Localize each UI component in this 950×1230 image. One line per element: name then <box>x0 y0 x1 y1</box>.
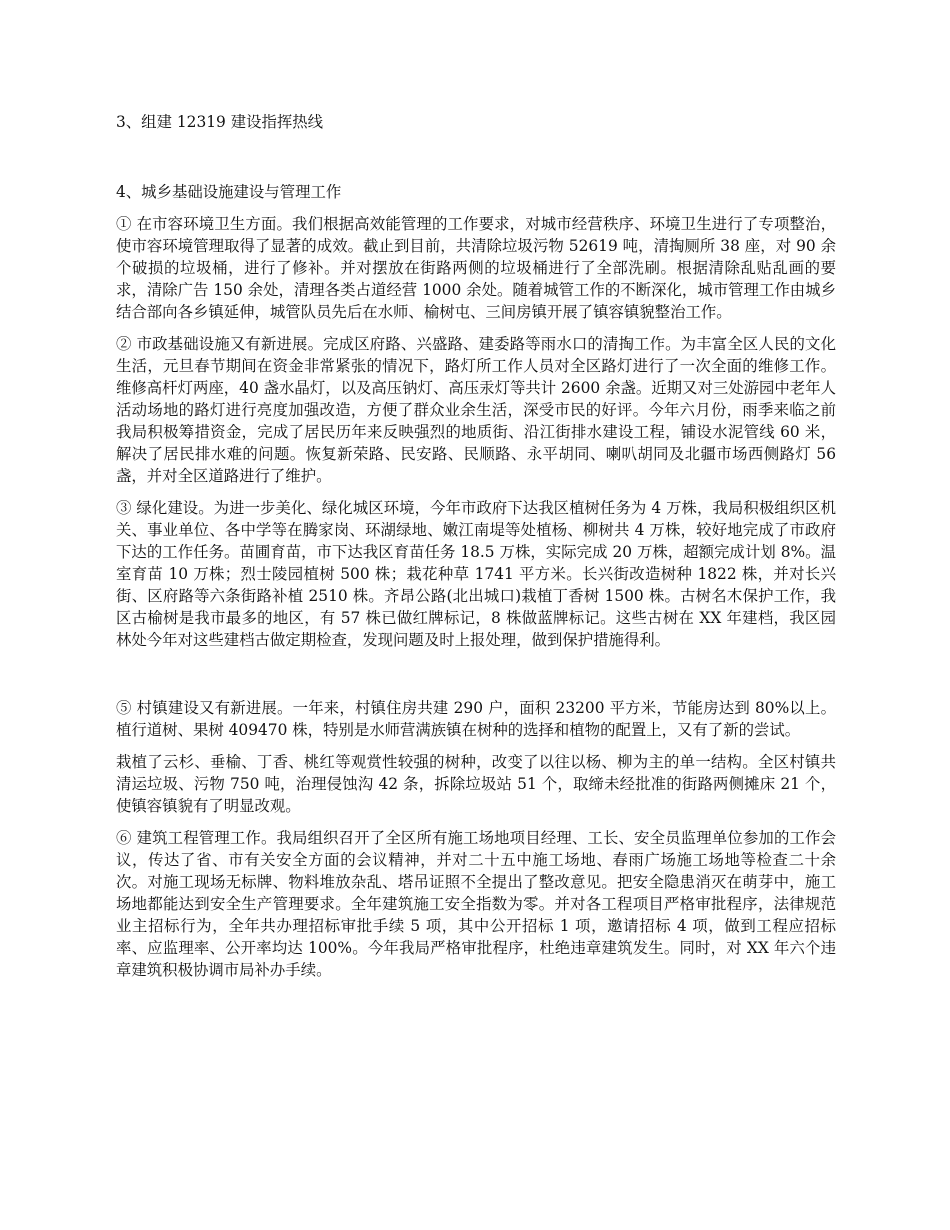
paragraph-municipal-infrastructure: ② 市政基础设施又有新进展。完成区府路、兴盛路、建委路等雨水口的清掏工作。为丰富全区人民的文化生活，元旦春节期间在资金非常紧张的情况下，路灯所工作人员对全区路灯进行了一次全面的维修工作。维修高杆灯两座，40 盏水晶灯，以及高压钠灯、高压汞灯等共计 2600 余盏。近期又对三处游园中老年人活动场地的路灯进行亮度加强改造，方便了群众业余生活，深受市民的好评。今年六月份，雨季来临之前我局积极筹措资金，完成了居民历年来反映强烈的地质街、沿江街排水建设工程，铺设水泥管线 60 米，解决了居民排水难的问题。恢复新荣路、民安路、民顺路、永平胡同、喇叭胡同及北疆市场西侧路灯 56 盏，并对全区道路进行了维护。 <box>116 335 836 485</box>
paragraph-village-construction: ⑤ 村镇建设又有新进展。一年来，村镇住房共建 290 户，面积 23200 平方米，节能房达到 80%以上。植行道树、果树 409470 株，特别是水师营满族镇在树种的选择和植物的配置上，又有了新的尝试。 <box>116 699 836 739</box>
document-page <box>116 111 836 991</box>
section-heading-3: 3、组建 12319 建设指挥热线 <box>116 113 324 131</box>
paragraph-village-construction-continued: 栽植了云杉、垂榆、丁香、桃红等观赏性较强的树种，改变了以往以杨、柳为主的单一结构。全区村镇共清运垃圾、污物 750 吨，治理侵蚀沟 42 条，拆除垃圾站 51 个，取缔未经批准的街路两侧摊床 21 个，使镇容镇貌有了明显改观。 <box>116 753 836 815</box>
paragraph-construction-management: ⑥ 建筑工程管理工作。我局组织召开了全区所有施工场地项目经理、工长、安全员监理单位参加的工作会议，传达了省、市有关安全方面的会议精神，并对二十五中施工场地、春雨广场施工场地等检查二十余次。对施工现场无标牌、物料堆放杂乱、塔吊证照不全提出了整改意见。把安全隐患消灭在萌芽中，施工场地都能达到安全生产管理要求。全年建筑施工安全指数为零。并对各工程项目严格审批程序，法律规范业主招标行为，全年共办理招标审批手续 5 项，其中公开招标 1 项，邀请招标 4 项，做到工程应招标率、应监理率、公开率均达 100%。今年我局严格审批程序，杜绝违章建筑发生。同时，对 XX 年六个违章建筑积极协调市局补办手续。 <box>116 829 836 979</box>
paragraph-greening: ③ 绿化建设。为进一步美化、绿化城区环境，今年市政府下达我区植树任务为 4 万株，我局积极组织区机关、事业单位、各中学等在腾家岗、环湖绿地、嫩江南堤等处植杨、柳树共 4 万株，较好地完成了市政府下达的工作任务。苗圃育苗，市下达我区育苗任务 18.5 万株，实际完成 20 万株，超额完成计划 8%。温室育苗 10 万株；烈士陵园植树 500 株；栽花种草 1741 平方米。长兴街改造树种 1822 株，并对长兴街、区府路等六条街路补植 2510 株。齐昂公路(北出城口)栽植丁香树 1500 株。古树名木保护工作，我区古榆树是我市最多的地区，有 57 株已做红牌标记，8 株做蓝牌标记。这些古树在 XX 年建档，我区园林处今年对这些建档古做定期检查，发现问题及时上报处理，做到保护措施得利。 <box>116 499 836 649</box>
section-gap <box>116 661 836 697</box>
paragraph-sanitation: ① 在市容环境卫生方面。我们根据高效能管理的工作要求，对城市经营秩序、环境卫生进行了专项整治，使市容环境管理取得了显著的成效。截止到目前，共清除垃圾污物 52619 吨，清掏厕所 38 座，对 90 余个破损的垃圾桶，进行了修补。并对摆放在街路两侧的垃圾桶进行了全部洗刷。根据清除乱贴乱画的要求，清除广告 150 余处，清理各类占道经营 1000 余处。随着城管工作的不断深化，城市管理工作由城乡结合部向各乡镇延伸，城管队员先后在水师、榆树屯、三间房镇开展了镇容镇貌整治工作。 <box>116 215 836 321</box>
section-heading-4: 4、城乡基础设施建设与管理工作 <box>116 183 342 201</box>
